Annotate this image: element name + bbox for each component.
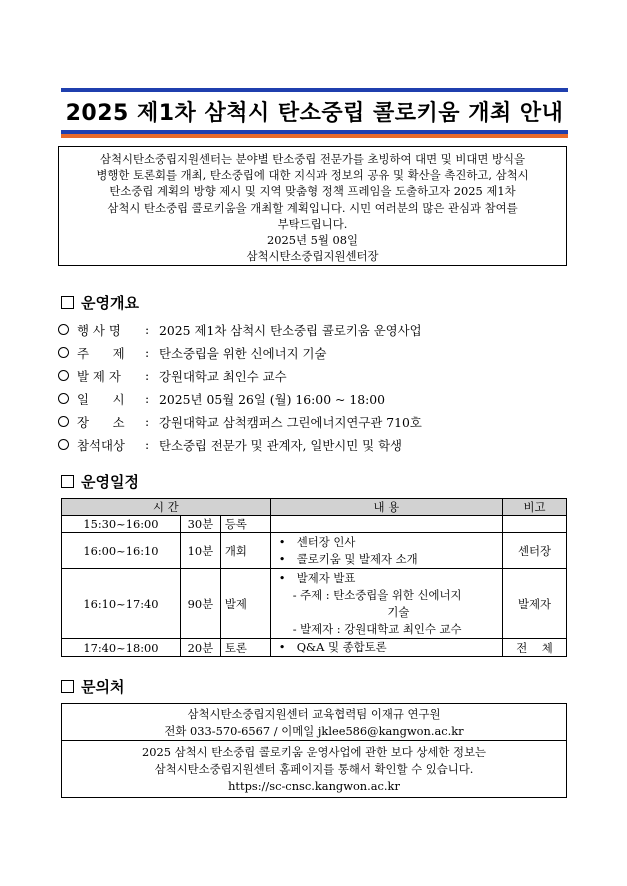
- circle-bullet-icon: [58, 393, 69, 404]
- colon: :: [145, 322, 150, 337]
- page-title: 2025 제1차 삼척시 탄소중립 콜로키움 개최 안내: [65, 100, 564, 126]
- circle-bullet-icon: [58, 439, 69, 450]
- overview-value: 탄소중립을 위한 신에너지 기술: [159, 345, 327, 361]
- header-content: 내 용: [270, 499, 502, 516]
- table-row: [62, 569, 567, 639]
- row-note: 전 체: [503, 639, 567, 657]
- overview-heading: [61, 292, 139, 313]
- header-note: 비고: [503, 499, 567, 516]
- row-content: [270, 639, 502, 657]
- row-note: [503, 516, 567, 533]
- contact-more-info: [62, 741, 566, 797]
- table-row: [62, 639, 567, 657]
- square-bullet-icon: [61, 680, 74, 693]
- colon: :: [145, 345, 150, 360]
- overview-row: [58, 433, 578, 456]
- square-bullet-icon: [61, 475, 74, 488]
- overview-value: 탄소중립 전문가 및 관계자, 일반시민 및 학생: [159, 437, 403, 453]
- list-item: • 콜로키움 및 발제자 소개: [279, 551, 498, 568]
- list-item: • Q&A 및 종합토론: [279, 639, 498, 656]
- contact-note-line: 2025 삼척시 탄소중립 콜로키움 운영사업에 관한 보다 상세한 정보는: [141, 745, 487, 759]
- table-header-row: [62, 499, 567, 516]
- schedule-table: [61, 498, 567, 657]
- list-subitem: - 주제 : 탄소중립을 위한 신에너지: [292, 587, 462, 602]
- colon: :: [145, 414, 150, 429]
- contact-note-line: 삼척시탄소중립지원센터 홈페이지를 통해서 확인할 수 있습니다.: [154, 762, 474, 776]
- intro-line: 부탁드립니다.: [277, 216, 348, 231]
- header-time: 시 간: [62, 499, 271, 516]
- intro-line: 병행한 토론회를 개최, 탄소중립에 대한 지식과 정보의 공유 및 확산을 촉진하고, 삼척시: [96, 168, 529, 183]
- overview-row: [58, 341, 578, 364]
- row-type: 토론: [220, 639, 270, 657]
- row-time: 15:30~16:00: [62, 516, 181, 533]
- intro-line: 탄소중립 계획의 방향 제시 및 지역 맞춤형 정책 프레임을 도출하고자 2025 제1차: [109, 184, 516, 199]
- overview-row: [58, 364, 578, 387]
- contact-info: [62, 704, 566, 741]
- row-type: 등록: [220, 516, 270, 533]
- schedule-heading-text: 운영일정: [81, 473, 139, 491]
- schedule-heading: [61, 471, 139, 492]
- overview-list: [58, 318, 578, 456]
- circle-bullet-icon: [58, 324, 69, 335]
- overview-heading-text: 운영개요: [81, 294, 139, 312]
- overview-value: 2025년 05월 26일 (월) 16:00 ~ 18:00: [159, 391, 386, 407]
- row-time: 17:40~18:00: [62, 639, 181, 657]
- overview-key: 참석대상: [77, 437, 125, 453]
- row-time: 16:10~17:40: [62, 569, 181, 639]
- list-item: • 발제자 발표: [279, 570, 498, 587]
- circle-bullet-icon: [58, 370, 69, 381]
- homepage-link[interactable]: https://sc-cnsc.kangwon.ac.kr: [228, 779, 400, 793]
- row-content: [270, 569, 502, 639]
- intro-date: 2025년 5월 08일: [267, 233, 358, 248]
- row-content: [270, 516, 502, 533]
- row-duration: 30분: [180, 516, 220, 533]
- table-row: [62, 516, 567, 533]
- title-bottom-rule-orange: [61, 134, 568, 138]
- colon: :: [145, 437, 150, 452]
- row-time: 16:00~16:10: [62, 533, 181, 569]
- overview-key: 발 제 자: [77, 368, 121, 384]
- row-note: 발제자: [503, 569, 567, 639]
- overview-key: 주 제: [77, 345, 125, 361]
- intro-line: 삼척시탄소중립지원센터는 분야별 탄소중립 전문가를 초빙하여 대면 및 비대면 방식을: [99, 152, 526, 166]
- row-note: 센터장: [503, 533, 567, 569]
- overview-row: [58, 318, 578, 341]
- colon: :: [145, 368, 150, 383]
- circle-bullet-icon: [58, 416, 69, 427]
- overview-value: 강원대학교 최인수 교수: [159, 368, 287, 384]
- overview-key: 장 소: [77, 414, 125, 430]
- table-row: [62, 533, 567, 569]
- overview-row: [58, 410, 578, 433]
- list-subitem: - 발제자 : 강원대학교 최인수 교수: [292, 621, 462, 636]
- overview-key: 일 시: [77, 391, 125, 407]
- colon: :: [145, 391, 150, 406]
- row-type: 발제: [220, 569, 270, 639]
- contact-heading-text: 문의처: [81, 678, 125, 696]
- row-type: 개회: [220, 533, 270, 569]
- square-bullet-icon: [61, 296, 74, 309]
- overview-key: 행 사 명: [77, 322, 121, 338]
- row-duration: 10분: [180, 533, 220, 569]
- intro-line: 삼척시 탄소중립 콜로키움을 개최할 계획입니다. 시민 여러분의 많은 관심과 참여를: [107, 200, 518, 215]
- circle-bullet-icon: [58, 347, 69, 358]
- intro-signature: 삼척시탄소중립지원센터장: [246, 249, 379, 264]
- list-item: • 센터장 인사: [279, 534, 498, 551]
- intro-box: [58, 146, 567, 266]
- contact-heading: [61, 676, 124, 697]
- list-subitem: 기술: [387, 604, 410, 619]
- contact-phone-email: 전화 033-570-6567 / 이메일 jklee586@kangwon.ac.kr: [164, 724, 464, 738]
- overview-value: 2025 제1차 삼척시 탄소중립 콜로키움 운영사업: [159, 322, 422, 338]
- title-block: [61, 88, 568, 138]
- row-duration: 90분: [180, 569, 220, 639]
- overview-value: 강원대학교 삼척캠퍼스 그린에너지연구관 710호: [159, 414, 422, 430]
- row-duration: 20분: [180, 639, 220, 657]
- row-content: [270, 533, 502, 569]
- contact-person: 삼척시탄소중립지원센터 교육협력팀 이재규 연구원: [187, 707, 441, 721]
- overview-row: [58, 387, 578, 410]
- contact-box: [61, 703, 567, 798]
